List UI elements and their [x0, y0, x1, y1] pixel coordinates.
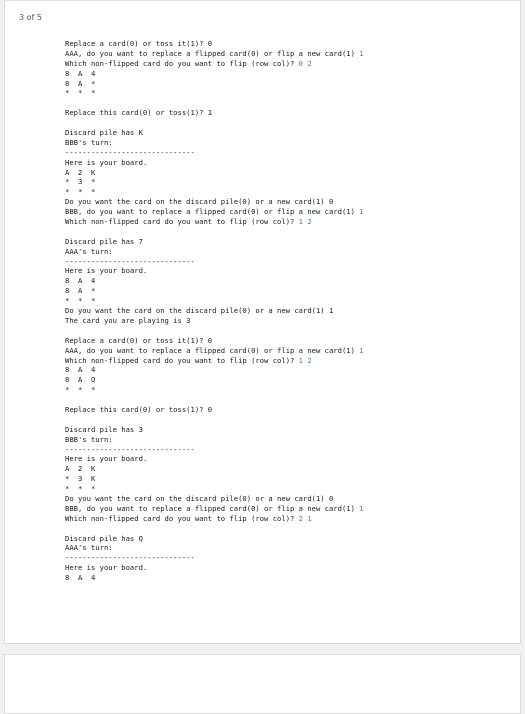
line-text: * * *	[65, 484, 96, 494]
transcript-line	[65, 49, 515, 59]
transcript-line	[65, 553, 515, 563]
line-text: ------------------------------	[65, 147, 195, 157]
user-answer: 1	[359, 207, 364, 217]
line-text: Do you want the card on the discard pile(0) or a new card(1) 1	[65, 306, 334, 316]
line-text: AAA's turn:	[65, 543, 113, 553]
transcript-line	[65, 375, 515, 385]
line-text: Here is your board.	[65, 157, 148, 167]
line-text: ------------------------------	[65, 553, 195, 563]
transcript-line	[65, 158, 515, 168]
line-text: Which non-flipped card do you want to flip (row col)?	[65, 58, 299, 68]
line-text: Do you want the card on the discard pile(0) or a new card(1) 0	[65, 197, 334, 207]
transcript-line	[65, 128, 515, 138]
transcript-line	[65, 385, 515, 395]
transcript-line	[65, 534, 515, 544]
transcript-line	[65, 356, 515, 366]
user-answer: 1 2	[298, 217, 312, 227]
transcript-line	[65, 484, 515, 494]
user-answer: 1 2	[298, 355, 312, 365]
transcript-line	[65, 445, 515, 455]
line-text: The card you are playing is 3	[65, 315, 191, 325]
transcript-line	[65, 197, 515, 207]
blank-line	[65, 227, 515, 237]
transcript-line	[65, 336, 515, 346]
transcript-line	[65, 573, 515, 583]
line-text: AAA, do you want to replace a flipped card(0) or flip a new card(1)	[65, 48, 360, 58]
transcript-line	[65, 187, 515, 197]
line-text: Which non-flipped card do you want to flip (row col)?	[65, 355, 299, 365]
line-text: ------------------------------	[65, 444, 195, 454]
line-text: * * *	[65, 385, 96, 395]
line-text: Replace this card(0) or toss(1)? 1	[65, 108, 213, 118]
line-text: * * *	[65, 187, 96, 197]
line-text: A 2 K	[65, 167, 96, 177]
blank-line	[65, 415, 515, 425]
line-text: Discard pile has K	[65, 128, 143, 138]
transcript-line	[65, 247, 515, 257]
line-text: ------------------------------	[65, 256, 195, 266]
transcript-line	[65, 207, 515, 217]
user-answer: 1	[359, 345, 364, 355]
transcript-line	[65, 217, 515, 227]
transcript-line	[65, 464, 515, 474]
transcript-line	[65, 257, 515, 267]
page-number-label: 3 of 5	[19, 13, 42, 22]
blank-line	[65, 326, 515, 336]
line-text: AAA's turn:	[65, 246, 113, 256]
user-answer: 1	[359, 503, 364, 513]
transcript-line	[65, 69, 515, 79]
line-text: * 3 K	[65, 474, 96, 484]
transcript-line	[65, 514, 515, 524]
line-text: * 3 *	[65, 177, 96, 187]
line-text: Do you want the card on the discard pile(0) or a new card(1) 0	[65, 493, 334, 503]
line-text: Discard pile has 3	[65, 424, 143, 434]
line-text: * * *	[65, 296, 96, 306]
transcript-line	[65, 454, 515, 464]
line-text: A 2 K	[65, 464, 96, 474]
next-document-page	[4, 654, 521, 714]
line-text: 8 A 4	[65, 68, 96, 78]
transcript-line	[65, 79, 515, 89]
transcript-line	[65, 504, 515, 514]
transcript-line	[65, 138, 515, 148]
line-text: 8 A *	[65, 78, 96, 88]
blank-line	[65, 98, 515, 108]
transcript-line	[65, 237, 515, 247]
console-transcript	[65, 39, 515, 583]
transcript-line	[65, 494, 515, 504]
line-text: 8 A 4	[65, 276, 96, 286]
line-text: Which non-flipped card do you want to flip (row col)?	[65, 217, 299, 227]
transcript-line	[65, 266, 515, 276]
transcript-line	[65, 306, 515, 316]
line-text: 8 A 4	[65, 573, 96, 583]
line-text: BBB's turn:	[65, 434, 113, 444]
blank-line	[65, 395, 515, 405]
line-text: Here is your board.	[65, 266, 148, 276]
transcript-line	[65, 474, 515, 484]
line-text: Which non-flipped card do you want to flip (row col)?	[65, 513, 299, 523]
user-answer: 0 2	[298, 58, 312, 68]
blank-line	[65, 524, 515, 534]
transcript-line	[65, 168, 515, 178]
line-text: * * *	[65, 88, 96, 98]
user-answer: 1	[359, 48, 364, 58]
transcript-line	[65, 543, 515, 553]
transcript-line	[65, 276, 515, 286]
line-text: Discard pile has Q	[65, 533, 143, 543]
transcript-line	[65, 563, 515, 573]
transcript-line	[65, 177, 515, 187]
line-text: BBB's turn:	[65, 137, 113, 147]
line-text: 8 A Q	[65, 375, 96, 385]
blank-line	[65, 118, 515, 128]
transcript-line	[65, 59, 515, 69]
transcript-line	[65, 365, 515, 375]
transcript-line	[65, 108, 515, 118]
line-text: AAA, do you want to replace a flipped card(0) or flip a new card(1)	[65, 345, 360, 355]
line-text: BBB, do you want to replace a flipped card(0) or flip a new card(1)	[65, 207, 360, 217]
line-text: 8 A *	[65, 286, 96, 296]
document-page	[4, 0, 521, 644]
transcript-line	[65, 88, 515, 98]
transcript-line	[65, 316, 515, 326]
line-text: Replace this card(0) or toss(1)? 0	[65, 404, 213, 414]
line-text: Here is your board.	[65, 563, 148, 573]
line-text: Discard pile has 7	[65, 236, 143, 246]
transcript-line	[65, 405, 515, 415]
line-text: BBB, do you want to replace a flipped card(0) or flip a new card(1)	[65, 503, 360, 513]
transcript-line	[65, 286, 515, 296]
transcript-line	[65, 148, 515, 158]
transcript-line	[65, 425, 515, 435]
line-text: Here is your board.	[65, 454, 148, 464]
transcript-line	[65, 346, 515, 356]
line-text: Replace a card(0) or toss it(1)? 0	[65, 39, 213, 48]
transcript-line	[65, 296, 515, 306]
transcript-line	[65, 435, 515, 445]
user-answer: 2 1	[298, 513, 312, 523]
line-text: Replace a card(0) or toss it(1)? 0	[65, 335, 213, 345]
transcript-line	[65, 39, 515, 49]
line-text: 8 A 4	[65, 365, 96, 375]
